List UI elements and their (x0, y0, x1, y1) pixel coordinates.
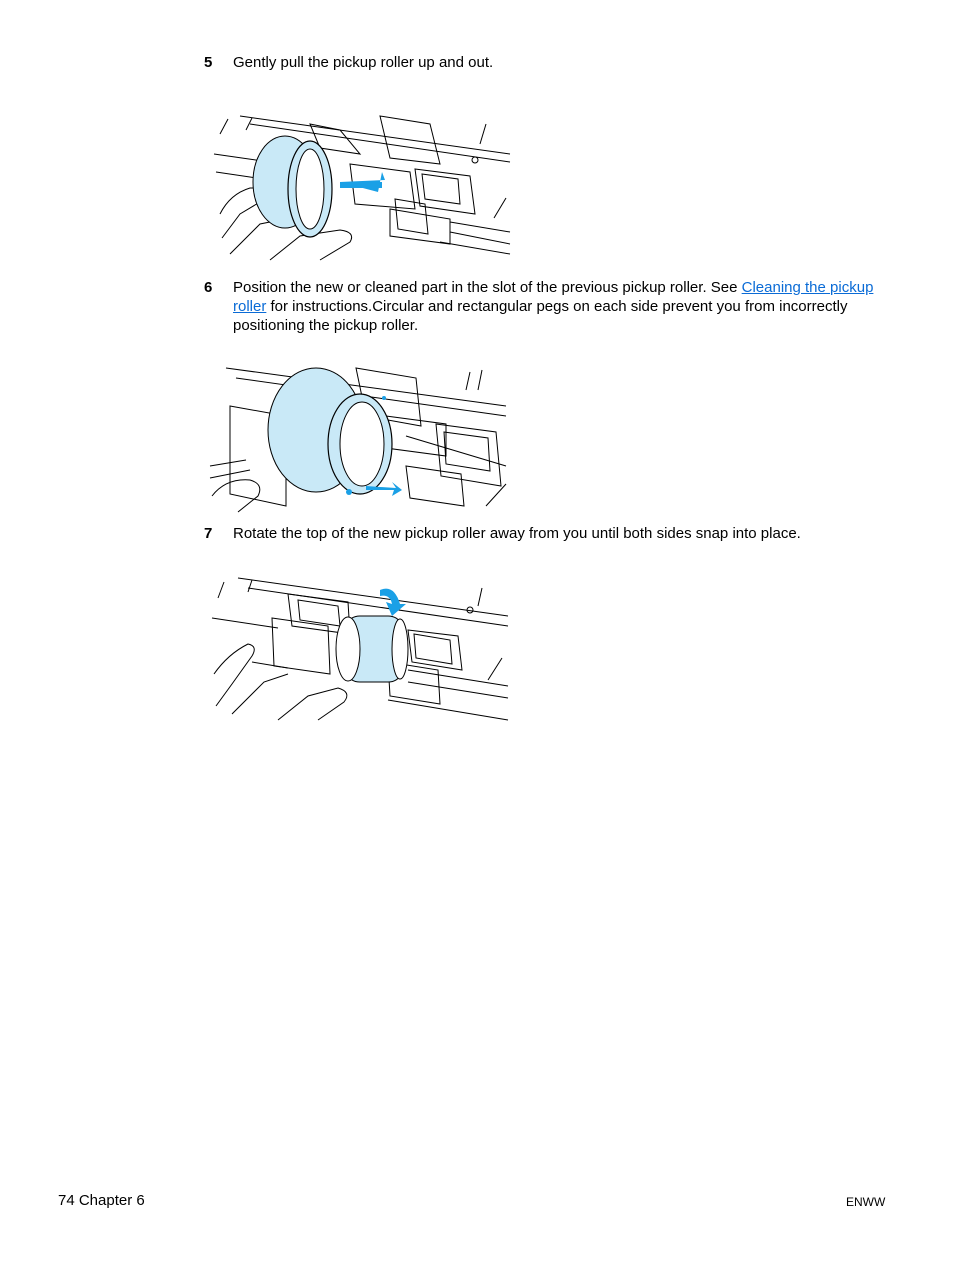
step-text (233, 278, 883, 335)
step-number: 6 (204, 279, 213, 296)
step-text-part: for instructions.Circular and rectangular pegs on each side prevent you from incorrectly positioning the pickup roller. (233, 298, 848, 334)
step-text-part: Position the new or cleaned part in the slot of the previous pickup roller. See (233, 279, 742, 296)
figure-position-pickup-roller (206, 366, 510, 514)
link-text-part[interactable]: Cleaning the (741, 279, 831, 296)
link-text-part[interactable]: pickup roller (233, 279, 874, 315)
footer-page-label: 74 Chapter 6 (58, 1192, 145, 1209)
figure-remove-pickup-roller (210, 114, 512, 262)
step-text: Rotate the top of the new pickup roller away from you until both sides snap into place. (233, 525, 801, 542)
footer-enww: ENWW (846, 1195, 886, 1209)
step-number: 5 (204, 54, 213, 71)
step-number: 7 (204, 525, 213, 542)
step-text: Gently pull the pickup roller up and out. (233, 54, 494, 71)
figure-rotate-pickup-roller (208, 574, 510, 722)
